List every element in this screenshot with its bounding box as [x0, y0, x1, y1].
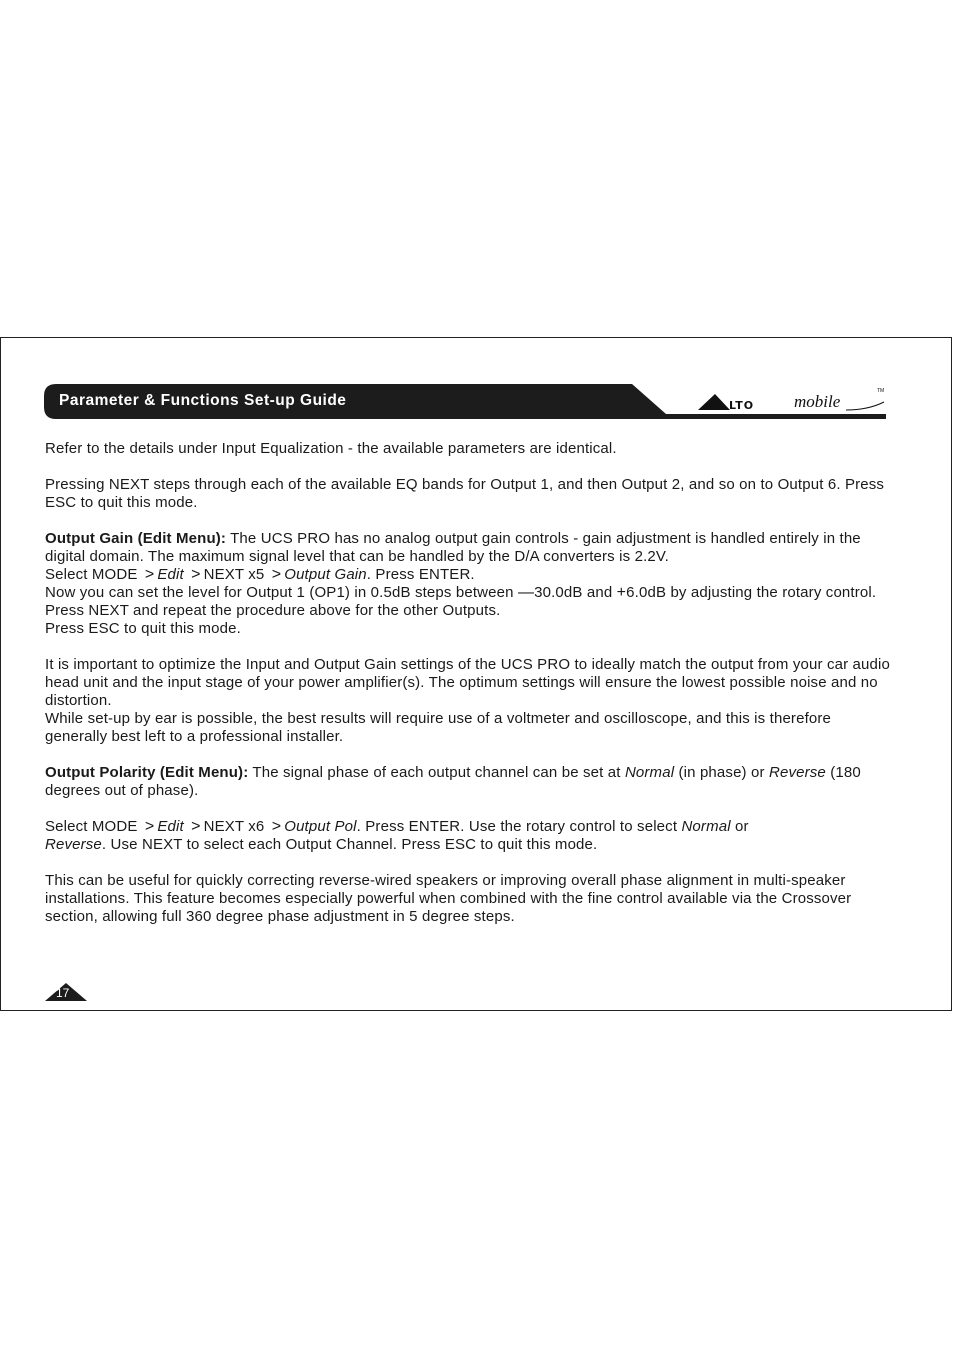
pol-reverse: Reverse	[45, 836, 102, 853]
alto-triangle-icon	[698, 388, 732, 412]
plus-symbol: +	[616, 584, 627, 601]
arrow-right-icon: >	[144, 566, 155, 583]
gain-level-c: 6.0dB by adjusting the rotary control.	[626, 584, 877, 601]
gain-esc: Press ESC to quit this mode.	[45, 620, 241, 637]
polarity-reverse: Reverse	[768, 764, 826, 781]
optimize-text: It is important to optimize the Input and Output Gain settings of the UCS PRO to ideally match the output from your car audio head unit and the input stage of your power amplifier(s). The optimum settings will ensure the lowest possible noise and no distortion.	[45, 656, 891, 709]
pol-text-b: . Use NEXT to select each Output Channel. Press ESC to quit this mode.	[101, 836, 598, 853]
pol-or: or	[730, 818, 749, 835]
pol-text-a: . Press ENTER. Use the rotary control to select	[356, 818, 682, 835]
setup-by-ear-text: While set-up by ear is possible, the best results will require use of a voltmeter and oscilloscope, and this is therefore generally best left to a professional installer.	[45, 710, 832, 745]
alto-mobile-logo	[698, 388, 888, 414]
arrow-right-icon: >	[271, 566, 282, 583]
logo-trademark: TM	[877, 388, 885, 394]
phase-alignment-paragraph: This can be useful for quickly correcting reverse-wired speakers or improving overall phase alignment in multi-speaker installations. This feature becomes especially powerful when combined with the fine control available via the Crossover section, allowing full 360 degree phase adjustment in 5 degree steps.	[45, 872, 852, 925]
section-title: Parameter & Functions Set-up Guide	[59, 392, 347, 409]
polarity-text-b: (in phase) or	[674, 764, 769, 781]
arrow-right-icon: >	[191, 818, 201, 835]
gain-enter: . Press ENTER.	[366, 566, 475, 583]
pol-select-mode: Select MODE	[45, 818, 138, 835]
output-gain-section	[45, 530, 890, 638]
polarity-normal: Normal	[624, 764, 675, 781]
gain-next: NEXT x5	[203, 566, 265, 583]
body-content	[45, 440, 890, 944]
minus-symbol: —	[517, 584, 535, 601]
arrow-right-icon: >	[191, 566, 201, 583]
gain-edit: Edit	[157, 566, 184, 583]
arrow-right-icon: >	[144, 818, 155, 835]
polarity-text-a: The signal phase of each output channel can be set at	[248, 764, 625, 781]
pol-normal: Normal	[681, 818, 731, 835]
polarity-text-c: (180 degrees out of phase).	[45, 764, 861, 799]
gain-repeat: Press NEXT and repeat the procedure above for the other Outputs.	[45, 602, 501, 619]
page-number: 17	[56, 986, 70, 1000]
pol-next: NEXT x6	[203, 818, 265, 835]
logo-lto-text: LTO	[729, 399, 755, 412]
optimize-paragraph	[45, 656, 890, 746]
output-gain-heading: Output Gain (Edit Menu):	[45, 530, 227, 547]
output-polarity-section	[45, 764, 890, 800]
output-gain-text: The UCS PRO has no analog output gain controls - gain adjustment is handled entirely in the digital domain. The maximum signal level that can be handled by the D/A converters is 2.2V.	[45, 530, 861, 565]
gain-select-mode: Select MODE	[45, 566, 138, 583]
pol-edit: Edit	[157, 818, 184, 835]
pol-item: Output Pol	[284, 818, 357, 835]
intro-paragraph: Refer to the details under Input Equalization - the available parameters are identical.	[45, 440, 617, 457]
polarity-select-paragraph	[45, 818, 890, 854]
output-polarity-heading: Output Polarity (Edit Menu):	[45, 764, 249, 781]
logo-mobile-text: mobile	[794, 392, 841, 411]
next-steps-paragraph: Pressing NEXT steps through each of the available EQ bands for Output 1, and then Output 2, and so on to Output 6. Press ESC to quit this mode.	[45, 476, 885, 511]
gain-level-b: 30.0dB and	[534, 584, 617, 601]
gain-item: Output Gain	[284, 566, 367, 583]
gain-level-a: Now you can set the level for Output 1 (OP1) in 0.5dB steps between	[45, 584, 518, 601]
arrow-right-icon: >	[271, 818, 282, 835]
